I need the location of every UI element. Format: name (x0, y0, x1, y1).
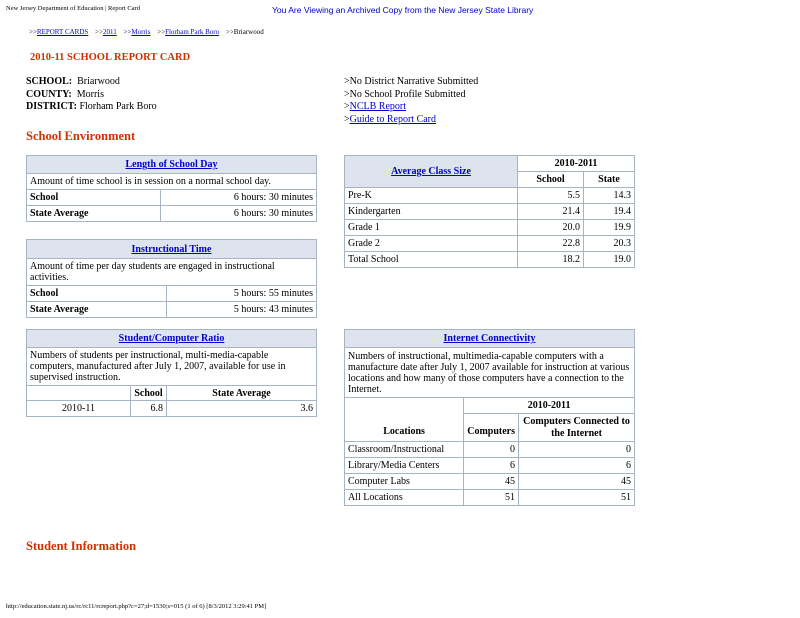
county-name: Morris (76, 88, 104, 100)
row-label: All Locations (345, 490, 464, 506)
col-connected: Computers Connected to the Internet (519, 414, 635, 442)
col-school: School (518, 172, 584, 188)
row-label: Total School (345, 252, 518, 268)
row-connected-value: 45 (519, 474, 635, 490)
breadcrumb-sep: >> (123, 28, 132, 36)
breadcrumb-current: >>Briarwood (225, 28, 264, 36)
internet-connectivity-link[interactable]: Internet Connectivity (443, 333, 536, 344)
row-school-value: 20.0 (518, 220, 584, 236)
col-state: State (584, 172, 635, 188)
row-value: 5 hours: 43 minutes (167, 302, 317, 318)
link-prefix: > (344, 113, 350, 125)
table-description: Amount of time school is in session on a normal school day. (27, 174, 317, 190)
row-label: Kindergarten (345, 204, 518, 220)
narrative-note: >No District Narrative Submitted (344, 76, 479, 87)
row-label: Library/Media Centers (345, 458, 464, 474)
section-student-information: Student Information (26, 539, 137, 553)
row-label: State Average (27, 302, 167, 318)
year-header: 2010-2011 (518, 156, 635, 172)
class-size-link[interactable]: Average Class Size (391, 166, 471, 177)
col-locations: Locations (345, 398, 464, 442)
link-prefix: > (344, 101, 350, 112)
table-description: Amount of time per day students are engaged in instructional activities. (27, 259, 317, 286)
row-state-value: 3.6 (167, 401, 317, 417)
side-links (344, 76, 478, 126)
row-value: 5 hours: 55 minutes (167, 286, 317, 302)
row-computers-value: 0 (464, 442, 519, 458)
county-label: COUNTY: (26, 88, 72, 100)
breadcrumb-sep: >> (95, 28, 103, 36)
school-name: Briarwood (77, 76, 120, 87)
header-left: New Jersey Department of Education | Report Card (6, 5, 140, 12)
archive-notice: You Are Viewing an Archived Copy from the New Jersey State Library (272, 5, 534, 15)
year-header: 2010-2011 (464, 398, 635, 414)
empty-header (27, 386, 131, 401)
row-value: 6 hours: 30 minutes (161, 206, 317, 222)
row-computers-value: 51 (464, 490, 519, 506)
breadcrumb-sep: >> (29, 28, 37, 36)
row-connected-value: 0 (519, 442, 635, 458)
row-school-value: 21.4 (518, 204, 584, 220)
length-of-day-link[interactable]: Length of School Day (125, 159, 218, 170)
row-label: State Average (27, 206, 161, 222)
row-connected-value: 51 (519, 490, 635, 506)
row-school-value: 6.8 (131, 401, 167, 417)
computer-ratio-link[interactable]: Student/Computer Ratio (118, 333, 225, 344)
table-header (345, 330, 635, 348)
school-label: SCHOOL: (26, 76, 73, 87)
school-info (26, 76, 157, 114)
col-state-average: State Average (167, 386, 317, 401)
col-school: School (131, 386, 167, 401)
row-school-value: 22.8 (518, 236, 584, 252)
breadcrumb-county-link[interactable]: Morris (131, 28, 151, 36)
table-header (27, 330, 317, 348)
row-label: Pre-K (345, 188, 518, 204)
row-school-value: 18.2 (518, 252, 584, 268)
internet-connectivity-table (344, 329, 635, 506)
breadcrumb (29, 28, 264, 36)
table-header (345, 156, 518, 188)
col-computers: Computers (464, 414, 519, 442)
class-size-table (344, 155, 635, 268)
breadcrumb-year-link[interactable]: 2011 (102, 28, 117, 36)
row-state-value: 19.0 (584, 252, 635, 268)
table-description: Numbers of students per instructional, multi-media-capable computers, manufactured after July 1, 2007, available for use in supervised instruction. (27, 348, 317, 386)
district-label: DISTRICT: (26, 101, 77, 112)
guide-link[interactable]: Guide to Report Card (349, 113, 437, 125)
page-title: 2010-11 SCHOOL REPORT CARD (30, 52, 191, 63)
row-school-value: 5.5 (518, 188, 584, 204)
row-label: School (27, 286, 167, 302)
instructional-time-link[interactable]: Instructional Time (131, 243, 212, 255)
footer-url: http://education.state.nj.us/rc/rc11/rcreport.php?c=27;d=1530;s=015 (1 of 6) [8/3/2012 3:29:41 PM] (6, 603, 267, 610)
length-of-day-table (26, 155, 317, 222)
row-computers-value: 45 (464, 474, 519, 490)
row-label: Classroom/Instructional (345, 442, 464, 458)
computer-ratio-table (26, 329, 317, 417)
breadcrumb-sep: >> (157, 28, 166, 36)
breadcrumb-report-cards-link[interactable]: REPORT CARDS (36, 28, 89, 36)
row-year: 2010-11 (27, 401, 131, 417)
table-header (27, 240, 317, 259)
row-label: Computer Labs (345, 474, 464, 490)
breadcrumb-district-link[interactable]: Florham Park Boro (165, 28, 220, 36)
row-label: Grade 2 (345, 236, 518, 252)
profile-note: >No School Profile Submitted (344, 88, 466, 100)
table-description: Numbers of instructional, multimedia-capable computers with a manufacture date after July 1, 2007 available for instruction at various locations and how many of those computers have a connection to the Internet. (345, 348, 635, 398)
row-state-value: 20.3 (584, 236, 635, 252)
row-state-value: 14.3 (584, 188, 635, 204)
row-state-value: 19.9 (584, 220, 635, 236)
section-school-environment: School Environment (26, 129, 136, 143)
instructional-time-table (26, 239, 317, 318)
district-name: Florham Park Boro (79, 101, 157, 112)
table-header (27, 156, 317, 174)
row-label: School (27, 190, 161, 206)
row-state-value: 19.4 (584, 204, 635, 220)
row-connected-value: 6 (519, 458, 635, 474)
row-computers-value: 6 (464, 458, 519, 474)
row-value: 6 hours: 30 minutes (161, 190, 317, 206)
nclb-report-link[interactable]: NCLB Report (349, 101, 407, 112)
row-label: Grade 1 (345, 220, 518, 236)
